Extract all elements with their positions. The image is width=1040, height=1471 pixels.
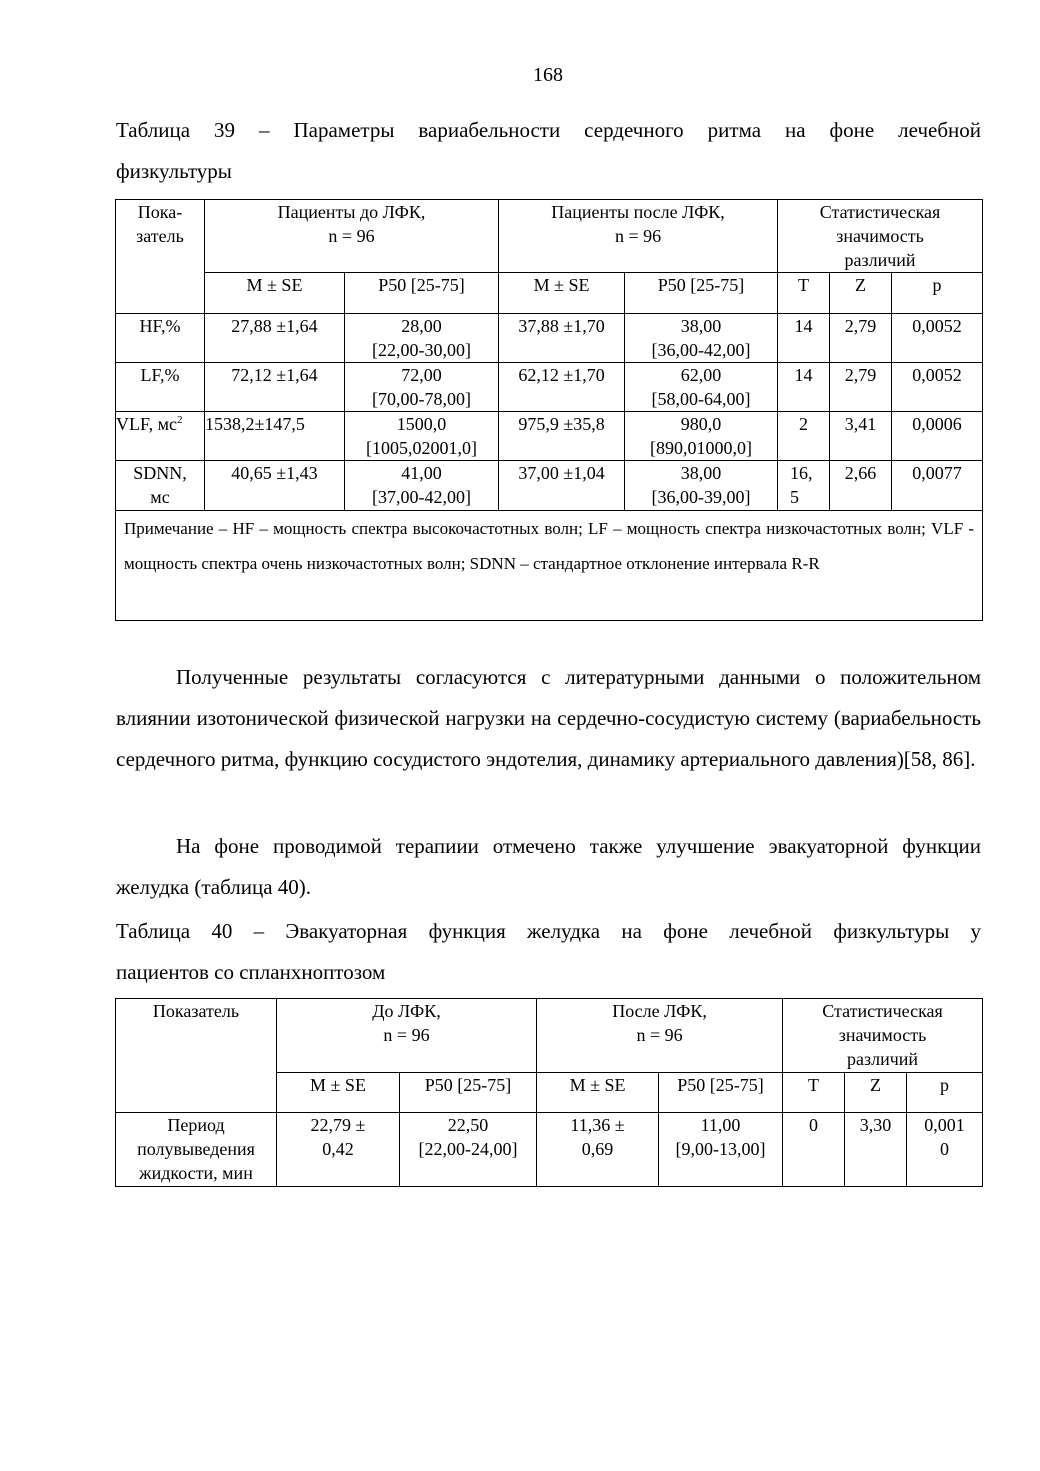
subheader-t: T [778,273,830,314]
cell-z: 3,30 [845,1113,907,1187]
table-39-caption-line2: физкультуры [116,159,232,183]
cell-p50-before: 28,00 [22,00-30,00] [345,314,499,363]
cell-m-se-before: 40,65 ±1,43 [205,461,345,511]
cell-m-se-before: 27,88 ±1,64 [205,314,345,363]
cell-p50-after: 62,00 [58,00-64,00] [625,363,778,412]
subheader-z: Z [830,273,892,314]
header-after-lfk: Пациенты после ЛФК, n = 96 [499,200,778,273]
paragraph-results: Полученные результаты согласуются с литературными данными о положительном влиянии изотонической физической нагрузки на сердечно-сосудистую систему (вариабельность сердечного ритма, функцию сосудистого эндотелия, динамику артериального давления)[58, 86]. [116,665,981,771]
header-after-lfk: После ЛФК, n = 96 [537,999,783,1073]
subheader-p50-before: P50 [25-75] [400,1073,537,1113]
header-stat-significance: Статистическая значимость различий [783,999,983,1073]
cell-p50-before: 1500,0 [1005,02001,0] [345,412,499,461]
table-row [116,363,983,412]
subheader-m-se-before: M ± SE [205,273,345,314]
cell-p50-after: 38,00 [36,00-42,00] [625,314,778,363]
subheader-m-se-after: M ± SE [499,273,625,314]
table-39-caption-line1: Таблица 39 – Параметры вариабельности сердечного ритма на фоне лечебной [116,118,981,142]
cell-m-se-after: 11,36 ± 0,69 [537,1113,659,1187]
row-name-superscript: 2 [176,414,183,426]
cell-z: 2,66 [830,461,892,511]
row-name: LF,% [116,363,205,412]
row-name-text: VLF, мс [116,414,177,434]
subheader-p50-after: P50 [25-75] [659,1073,783,1113]
cell-m-se-after: 37,00 ±1,04 [499,461,625,511]
cell-p: 0,0077 [892,461,983,511]
table-row [116,314,983,363]
header-before-lfk: До ЛФК, n = 96 [277,999,537,1073]
subheader-p: p [907,1073,983,1113]
subheader-m-se-after: M ± SE [537,1073,659,1113]
cell-t: 16, 5 [778,461,830,511]
row-name: Период полувыведения жидкости, мин [116,1113,277,1187]
cell-m-se-before: 22,79 ± 0,42 [277,1113,400,1187]
table-40-caption-line2: пациентов со спланхноптозом [116,960,386,984]
subheader-p50-after: P50 [25-75] [625,273,778,314]
page-number: 168 [533,64,563,86]
cell-t: 14 [778,314,830,363]
cell-p: 0,0006 [892,412,983,461]
subheader-p50-before: P50 [25-75] [345,273,499,314]
table-40-caption [116,911,981,993]
cell-p50-before: 72,00 [70,00-78,00] [345,363,499,412]
cell-p: 0,0052 [892,314,983,363]
header-indicator: Пока- затель [116,200,205,314]
table-40-caption-line1: Таблица 40 – Эвакуаторная функция желудка на фоне лечебной физкультуры у [116,919,981,943]
header-stat-significance: Статистическая значимость различий [778,200,983,273]
cell-p50-after: 11,00 [9,00-13,00] [659,1113,783,1187]
cell-t: 0 [783,1113,845,1187]
cell-p: 0,0052 [892,363,983,412]
cell-m-se-before: 72,12 ±1,64 [205,363,345,412]
cell-p50-after: 980,0 [890,01000,0] [625,412,778,461]
row-name: SDNN, мс [116,461,205,511]
row-name [116,412,205,461]
cell-p50-after: 38,00 [36,00-39,00] [625,461,778,511]
cell-m-se-after: 975,9 ±35,8 [499,412,625,461]
table-39 [115,199,983,621]
subheader-p: p [892,273,983,314]
row-name: HF,% [116,314,205,363]
subheader-t: T [783,1073,845,1113]
table-row [116,412,983,461]
cell-z: 2,79 [830,363,892,412]
table-39-note: Примечание – HF – мощность спектра высокочастотных волн; LF – мощность спектра низкочастотных волн; VLF - мощность спектра очень низкочастотных волн; SDNN – стандартное отклонение интервала R-R [116,511,983,621]
table-row [116,1113,983,1187]
header-before-lfk: Пациенты до ЛФК, n = 96 [205,200,499,273]
cell-t: 2 [778,412,830,461]
cell-p: 0,001 0 [907,1113,983,1187]
cell-z: 3,41 [830,412,892,461]
table-39-caption [116,110,981,192]
table-40 [115,998,983,1187]
cell-m-se-before: 1538,2±147,5 [205,412,345,461]
cell-t: 14 [778,363,830,412]
cell-z: 2,79 [830,314,892,363]
subheader-z: Z [845,1073,907,1113]
cell-p50-before: 41,00 [37,00-42,00] [345,461,499,511]
header-indicator: Показатель [116,999,277,1113]
cell-p50-before: 22,50 [22,00-24,00] [400,1113,537,1187]
cell-m-se-after: 62,12 ±1,70 [499,363,625,412]
subheader-m-se-before: M ± SE [277,1073,400,1113]
paragraph-therapy: На фоне проводимой терапиии отмечено также улучшение эвакуаторной функции желудка (таблица 40). [116,834,981,899]
cell-m-se-after: 37,88 ±1,70 [499,314,625,363]
table-row [116,461,983,511]
